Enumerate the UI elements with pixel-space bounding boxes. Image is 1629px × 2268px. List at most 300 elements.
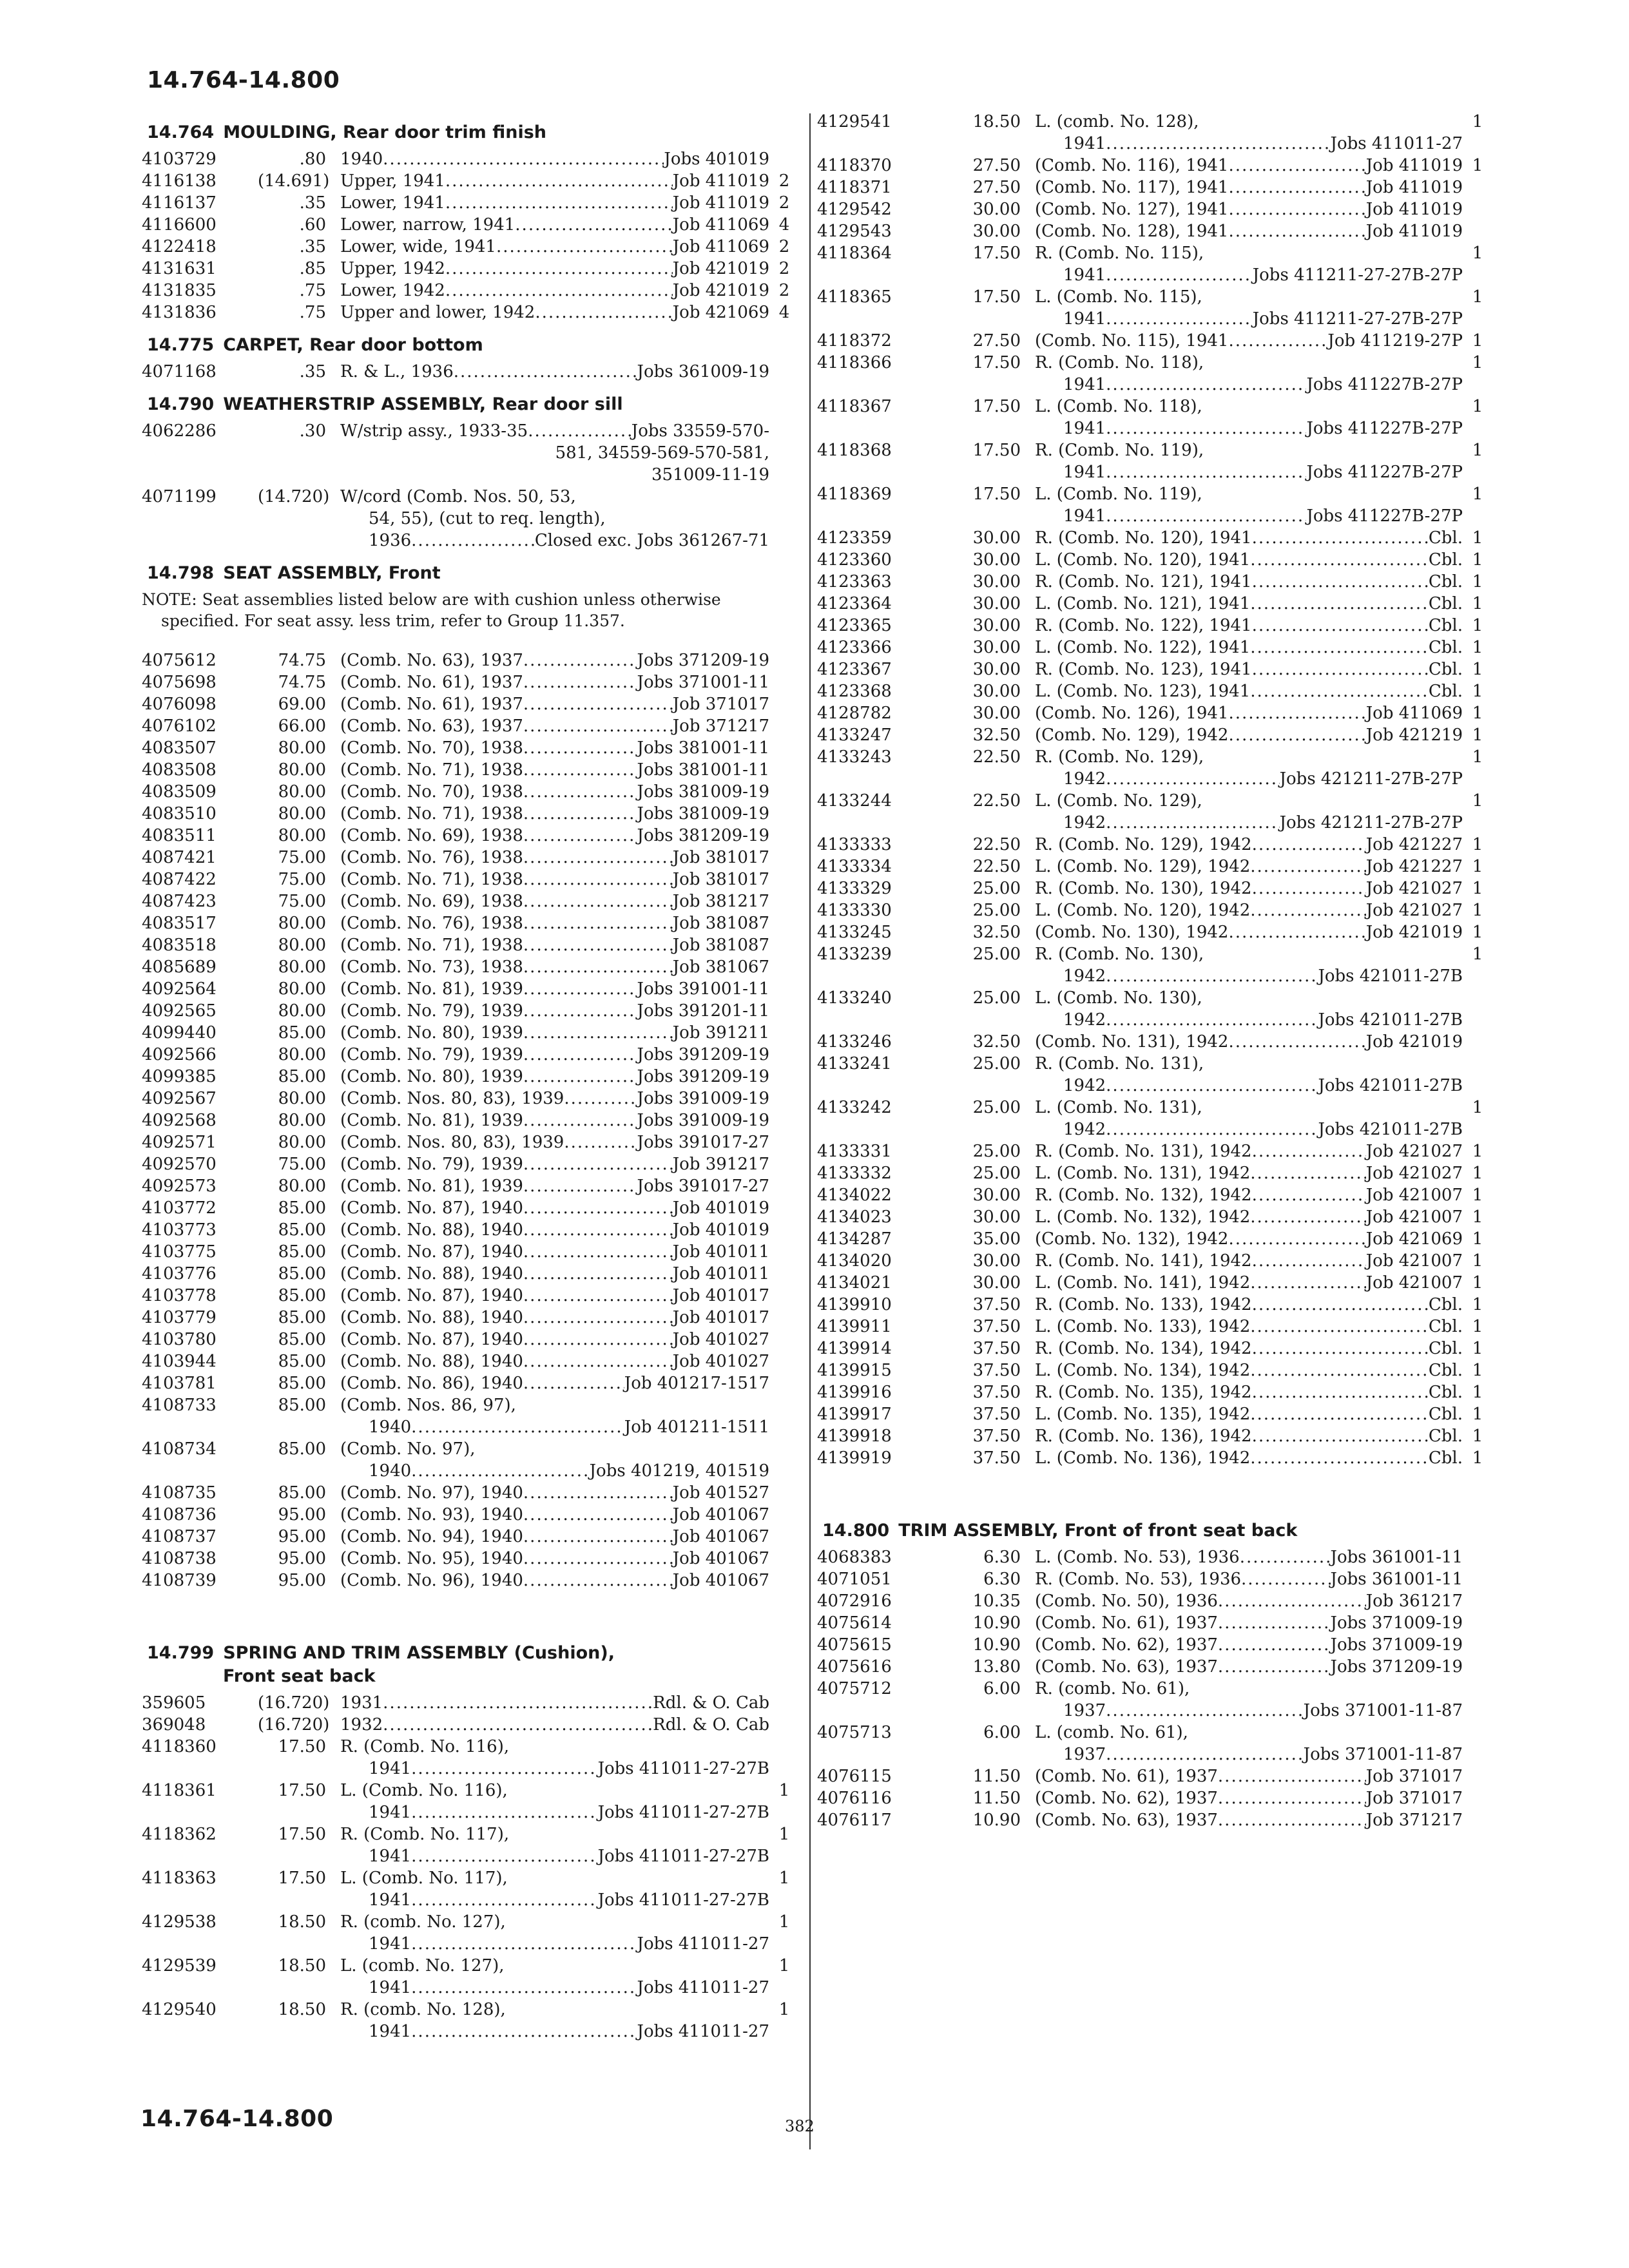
description-line bbox=[340, 1504, 769, 1526]
description-line bbox=[340, 759, 769, 781]
description-text: (Comb. No. 69), 1938 bbox=[340, 826, 523, 845]
description-line bbox=[340, 1955, 769, 1977]
part-price: 80.00 bbox=[278, 979, 326, 999]
applicability: Job 371017 bbox=[1365, 1767, 1463, 1786]
part-row bbox=[142, 912, 799, 934]
leader-dots bbox=[1106, 1119, 1318, 1140]
description-line bbox=[1035, 374, 1463, 396]
description-text: L. (Comb. No. 134), 1942 bbox=[1035, 1361, 1251, 1380]
description-text: W/strip assy., 1933-35 bbox=[340, 421, 528, 441]
part-row bbox=[817, 286, 1492, 330]
part-number: 4133244 bbox=[817, 791, 892, 811]
part-number: 4133243 bbox=[817, 747, 892, 767]
description-line bbox=[340, 1285, 769, 1307]
leader-dots bbox=[523, 715, 673, 737]
part-row bbox=[817, 1250, 1492, 1272]
section-number: 14.800 bbox=[822, 1521, 890, 1541]
applicability: Jobs 371001-11 bbox=[637, 673, 769, 692]
part-row bbox=[142, 1372, 799, 1394]
part-number: 4133333 bbox=[817, 835, 892, 854]
part-price: 85.00 bbox=[278, 1396, 326, 1415]
applicability: Job 381067 bbox=[672, 957, 769, 977]
part-number: 4129539 bbox=[142, 1956, 217, 1975]
part-price: 17.50 bbox=[972, 397, 1021, 416]
part-price: (16.720) bbox=[258, 1693, 330, 1713]
description-text: L. (Comb. No. 129), bbox=[1035, 791, 1202, 811]
leader-dots bbox=[411, 1802, 597, 1823]
description-text: (Comb. No. 63), 1937 bbox=[340, 716, 523, 736]
part-description bbox=[340, 1955, 769, 1999]
part-price: 85.00 bbox=[278, 1352, 326, 1371]
description-line bbox=[1035, 1119, 1463, 1140]
section-heading: CARPET, Rear door bottom bbox=[223, 335, 483, 355]
applicability: Job 421007 bbox=[1365, 1186, 1463, 1205]
leader-dots bbox=[1218, 1590, 1366, 1612]
description-line bbox=[340, 1066, 769, 1088]
applicability: Jobs 371001-11-87 bbox=[1303, 1745, 1463, 1764]
leader-dots bbox=[1250, 1403, 1429, 1425]
description-text: 1940 bbox=[340, 149, 383, 169]
description-text: R. (comb. No. 61), bbox=[1035, 1679, 1190, 1698]
part-price: 75.00 bbox=[278, 892, 326, 911]
quantity bbox=[769, 1000, 799, 1022]
description-line bbox=[1035, 702, 1463, 724]
part-description bbox=[340, 934, 769, 956]
description-line bbox=[340, 1219, 769, 1241]
part-row bbox=[142, 693, 799, 715]
applicability: Job 411019 bbox=[672, 171, 769, 191]
part-description bbox=[1035, 1338, 1463, 1360]
applicability: Cbl. bbox=[1428, 638, 1463, 657]
description-text: R. (Comb. No. 135), 1942 bbox=[1035, 1383, 1252, 1402]
leader-dots bbox=[1106, 1744, 1304, 1765]
description-text: (Comb. No. 71), 1938 bbox=[340, 936, 523, 955]
part-price: 32.50 bbox=[972, 1032, 1021, 1052]
applicability: Job 361217 bbox=[1365, 1591, 1463, 1611]
quantity bbox=[769, 1153, 799, 1175]
leader-dots bbox=[564, 1131, 637, 1153]
part-description bbox=[340, 912, 769, 934]
description-text: 1942 bbox=[1063, 1076, 1106, 1095]
description-text: (Comb. No. 87), 1940 bbox=[340, 1242, 523, 1262]
description-text: L. (Comb. No. 120), 1942 bbox=[1035, 901, 1251, 920]
description-line bbox=[340, 1758, 769, 1780]
description-text: (Comb. No. 73), 1938 bbox=[340, 957, 523, 977]
description-text: 1942 bbox=[1063, 769, 1106, 789]
part-row bbox=[142, 170, 799, 192]
description-line bbox=[1035, 1765, 1463, 1787]
applicability: Jobs 411011-27-27B bbox=[597, 1890, 769, 1910]
part-number: 4083517 bbox=[142, 914, 217, 933]
part-description bbox=[1035, 615, 1463, 637]
description-line bbox=[1035, 461, 1463, 483]
description-line bbox=[340, 693, 769, 715]
applicability: Job 401527 bbox=[672, 1483, 769, 1503]
description-line bbox=[340, 825, 769, 847]
description-text: L. (comb. No. 128), bbox=[1035, 112, 1199, 131]
quantity bbox=[769, 737, 799, 759]
quantity bbox=[769, 671, 799, 693]
leader-dots bbox=[523, 1504, 673, 1526]
leader-dots bbox=[1250, 1316, 1429, 1338]
section-note: NOTE: Seat assemblies listed below are with cushion unless otherwise specified. For seat assy. less trim, refer to Group 11.357. bbox=[142, 590, 721, 630]
part-description bbox=[1035, 1316, 1463, 1338]
part-number: 4133331 bbox=[817, 1142, 892, 1161]
leader-dots bbox=[411, 2021, 637, 2042]
section-title bbox=[822, 1519, 1492, 1542]
description-text: (Comb. No. 80), 1939 bbox=[340, 1067, 523, 1086]
leader-dots bbox=[523, 1044, 637, 1066]
quantity: 1 bbox=[1472, 726, 1483, 745]
leader-dots bbox=[1106, 505, 1306, 527]
section-spacer bbox=[142, 1591, 799, 1631]
quantity bbox=[1463, 1568, 1492, 1590]
section-number: 14.799 bbox=[147, 1643, 215, 1663]
part-number: 4108737 bbox=[142, 1527, 217, 1546]
part-price: 85.00 bbox=[278, 1220, 326, 1240]
part-description bbox=[1035, 1162, 1463, 1184]
description-text: (Comb. No. 128), 1941 bbox=[1035, 222, 1229, 241]
part-row bbox=[817, 1097, 1492, 1140]
quantity: 2 bbox=[778, 237, 790, 256]
part-row bbox=[142, 1482, 799, 1504]
part-number: 4103778 bbox=[142, 1286, 217, 1305]
part-number: 4071199 bbox=[142, 487, 217, 506]
part-description bbox=[340, 1999, 769, 2042]
quantity: 1 bbox=[1472, 857, 1483, 876]
part-description bbox=[1035, 198, 1463, 220]
leader-dots bbox=[411, 1845, 597, 1867]
applicability: Closed exc. Jobs 361267-71 bbox=[534, 531, 769, 550]
part-price: 17.50 bbox=[278, 1781, 326, 1800]
part-number: 4139918 bbox=[817, 1427, 892, 1446]
part-description bbox=[1035, 1294, 1463, 1316]
section-heading: TRIM ASSEMBLY, Front of front seat back bbox=[898, 1521, 1298, 1541]
leader-dots bbox=[1250, 1206, 1365, 1228]
part-number: 4092564 bbox=[142, 979, 217, 999]
description-line bbox=[1035, 1162, 1463, 1184]
part-number: 4118360 bbox=[142, 1737, 217, 1756]
quantity bbox=[769, 1022, 799, 1044]
part-description bbox=[1035, 1765, 1463, 1787]
description-text: (Comb. No. 81), 1939 bbox=[340, 1177, 523, 1196]
description-text: (Comb. No. 87), 1940 bbox=[340, 1286, 523, 1305]
part-number: 4108734 bbox=[142, 1439, 217, 1459]
part-number: 4108736 bbox=[142, 1505, 217, 1524]
description-text: R. (Comb. No. 131), 1942 bbox=[1035, 1142, 1252, 1161]
description-text: L. (Comb. No. 117), bbox=[340, 1869, 508, 1888]
part-row bbox=[817, 220, 1492, 242]
part-row bbox=[142, 1394, 799, 1438]
description-line bbox=[1035, 1678, 1463, 1700]
catalog-section bbox=[142, 121, 799, 323]
part-row bbox=[142, 781, 799, 803]
part-price: 80.00 bbox=[278, 782, 326, 802]
description-text: 1936 bbox=[369, 531, 412, 550]
applicability: Job 381087 bbox=[672, 914, 769, 933]
description-text: 1941 bbox=[1063, 463, 1106, 482]
description-text: R. (Comb. No. 53), 1936 bbox=[1035, 1570, 1242, 1589]
part-number: 4134021 bbox=[817, 1273, 892, 1293]
section-subheading: Front seat back bbox=[223, 1666, 376, 1686]
leader-dots bbox=[1252, 1381, 1429, 1403]
part-description bbox=[340, 1394, 769, 1438]
description-line bbox=[1035, 1272, 1463, 1294]
quantity: 1 bbox=[1472, 1317, 1483, 1336]
part-description bbox=[1035, 746, 1463, 790]
description-text: (Comb. No. 70), 1938 bbox=[340, 782, 523, 802]
leader-dots bbox=[1252, 1338, 1429, 1360]
part-price: 30.00 bbox=[972, 594, 1021, 613]
description-line bbox=[340, 464, 769, 486]
applicability: Job 401211-1511 bbox=[624, 1418, 769, 1437]
applicability: Cbl. bbox=[1428, 1295, 1463, 1314]
description-line bbox=[1035, 878, 1463, 899]
part-number: 4131631 bbox=[142, 259, 217, 278]
description-line bbox=[340, 1329, 769, 1350]
part-number: 4083518 bbox=[142, 936, 217, 955]
description-text: R. (Comb. No. 141), 1942 bbox=[1035, 1251, 1252, 1271]
part-description bbox=[1035, 1272, 1463, 1294]
part-description bbox=[340, 715, 769, 737]
description-line bbox=[340, 486, 769, 508]
part-price: 80.00 bbox=[278, 957, 326, 977]
part-number: 4128782 bbox=[817, 704, 892, 723]
part-row bbox=[817, 1403, 1492, 1425]
part-number: 4129543 bbox=[817, 222, 892, 241]
description-text: (Comb. No. 126), 1941 bbox=[1035, 704, 1229, 723]
part-number: 4134020 bbox=[817, 1251, 892, 1271]
applicability: Jobs 371209-19 bbox=[637, 651, 769, 670]
description-line bbox=[1035, 571, 1463, 593]
description-text: (Comb. No. 131), 1942 bbox=[1035, 1032, 1229, 1052]
applicability: Job 401067 bbox=[672, 1571, 769, 1590]
leader-dots bbox=[523, 649, 637, 671]
applicability: Jobs 371001-11-87 bbox=[1303, 1701, 1463, 1720]
part-price: 25.00 bbox=[972, 1054, 1021, 1073]
description-line bbox=[1035, 1403, 1463, 1425]
applicability: Cbl. bbox=[1428, 528, 1463, 548]
description-line bbox=[1035, 1250, 1463, 1272]
quantity: 1 bbox=[1472, 835, 1483, 854]
description-text: (Comb. Nos. 80, 83), 1939 bbox=[340, 1133, 564, 1152]
leader-dots bbox=[523, 1329, 673, 1350]
description-text: L. (comb. No. 61), bbox=[1035, 1723, 1188, 1742]
part-row bbox=[817, 746, 1492, 790]
description-line bbox=[1035, 1590, 1463, 1612]
applicability: Job 381017 bbox=[672, 848, 769, 867]
part-price: 85.00 bbox=[278, 1374, 326, 1393]
part-price: 37.50 bbox=[972, 1361, 1021, 1380]
part-price: 10.90 bbox=[972, 1613, 1021, 1633]
description-line bbox=[340, 1911, 769, 1933]
quantity bbox=[769, 1044, 799, 1066]
part-number: 4134023 bbox=[817, 1207, 892, 1227]
part-description bbox=[1035, 1381, 1463, 1403]
part-row bbox=[817, 1546, 1492, 1568]
part-number: 4118368 bbox=[817, 441, 892, 460]
part-price: 74.75 bbox=[278, 673, 326, 692]
part-row bbox=[817, 1316, 1492, 1338]
part-price: 69.00 bbox=[278, 695, 326, 714]
description-text: 1941 bbox=[369, 1978, 412, 1997]
leader-dots bbox=[445, 280, 673, 302]
applicability: Job 391211 bbox=[672, 1023, 769, 1043]
description-line bbox=[1035, 1228, 1463, 1250]
part-price: 17.50 bbox=[278, 1737, 326, 1756]
description-line bbox=[340, 956, 769, 978]
applicability: Jobs 421011-27B bbox=[1318, 966, 1463, 986]
quantity: 1 bbox=[1472, 441, 1483, 460]
part-price: 25.00 bbox=[972, 1142, 1021, 1161]
description-text: L. (Comb. No. 53), 1936 bbox=[1035, 1548, 1240, 1567]
part-price: 85.00 bbox=[278, 1198, 326, 1218]
quantity bbox=[769, 890, 799, 912]
leader-dots bbox=[1228, 702, 1365, 724]
part-description bbox=[1035, 439, 1463, 483]
part-row bbox=[142, 1736, 799, 1780]
part-price: 37.50 bbox=[972, 1427, 1021, 1446]
part-description bbox=[340, 1911, 769, 1955]
leader-dots bbox=[1252, 615, 1429, 637]
description-line bbox=[1035, 133, 1463, 155]
applicability: Job 411069 bbox=[1365, 704, 1463, 723]
description-line bbox=[340, 192, 769, 214]
applicability: Jobs 381001-11 bbox=[637, 738, 769, 758]
part-number: 4116137 bbox=[142, 193, 217, 213]
description-text: (Comb. No. 97), bbox=[340, 1439, 476, 1459]
applicability: Jobs 421011-27B bbox=[1318, 1076, 1463, 1095]
part-number: 4133240 bbox=[817, 988, 892, 1008]
part-price: 80.00 bbox=[278, 826, 326, 845]
description-line bbox=[340, 715, 769, 737]
part-row bbox=[817, 1162, 1492, 1184]
description-text: 1941 bbox=[369, 1890, 412, 1910]
description-line bbox=[340, 847, 769, 869]
description-line bbox=[340, 170, 769, 192]
leader-dots bbox=[1106, 1700, 1304, 1722]
quantity: 1 bbox=[1472, 747, 1483, 767]
part-description bbox=[340, 1175, 769, 1197]
description-text: (Comb. No. 62), 1937 bbox=[1035, 1789, 1218, 1808]
quantity bbox=[769, 1219, 799, 1241]
part-row bbox=[142, 1197, 799, 1219]
part-description bbox=[340, 148, 769, 170]
part-number: 4118363 bbox=[142, 1869, 217, 1888]
applicability: Job 401217-1517 bbox=[624, 1374, 769, 1393]
description-line bbox=[340, 671, 769, 693]
part-row bbox=[142, 956, 799, 978]
part-price: 80.00 bbox=[278, 1089, 326, 1108]
part-price: 10.35 bbox=[972, 1591, 1021, 1611]
part-description bbox=[340, 1438, 769, 1482]
description-text: 1941 bbox=[369, 1847, 412, 1866]
quantity bbox=[1463, 1590, 1492, 1612]
part-price: (16.720) bbox=[258, 1715, 330, 1735]
part-row bbox=[817, 1184, 1492, 1206]
part-number: 4103780 bbox=[142, 1330, 217, 1349]
description-text: 54, 55), (cut to req. length), bbox=[369, 509, 606, 528]
description-text: (Comb. Nos. 86, 97), bbox=[340, 1396, 516, 1415]
part-number: 4123360 bbox=[817, 550, 892, 570]
part-price: .60 bbox=[299, 215, 326, 235]
part-row bbox=[817, 790, 1492, 834]
applicability: Job 401067 bbox=[672, 1505, 769, 1524]
part-row bbox=[142, 420, 799, 486]
part-number: 4075713 bbox=[817, 1723, 892, 1742]
quantity: 1 bbox=[1472, 923, 1483, 942]
part-description bbox=[1035, 1097, 1463, 1140]
leader-dots bbox=[523, 1548, 673, 1570]
part-description bbox=[1035, 1678, 1463, 1722]
applicability: Job 371217 bbox=[1365, 1811, 1463, 1830]
description-text: (Comb. No. 87), 1940 bbox=[340, 1330, 523, 1349]
description-text: 1932 bbox=[340, 1715, 383, 1735]
part-description bbox=[340, 1241, 769, 1263]
part-price: .35 bbox=[299, 362, 326, 381]
leader-dots bbox=[523, 1219, 673, 1241]
part-description bbox=[340, 1110, 769, 1131]
applicability: Jobs 401219, 401519 bbox=[589, 1461, 769, 1481]
leader-dots bbox=[523, 1350, 673, 1372]
description-text: R. (Comb. No. 134), 1942 bbox=[1035, 1339, 1252, 1358]
description-line bbox=[1035, 658, 1463, 680]
part-number: 4099385 bbox=[142, 1067, 217, 1086]
description-text: 1941 bbox=[1063, 375, 1106, 394]
part-description bbox=[1035, 220, 1463, 242]
part-row bbox=[817, 1381, 1492, 1403]
part-row bbox=[142, 671, 799, 693]
description-line bbox=[1035, 352, 1463, 374]
part-number: 4103781 bbox=[142, 1374, 217, 1393]
part-number: 4103729 bbox=[142, 149, 217, 169]
part-row bbox=[142, 258, 799, 280]
part-number: 4076098 bbox=[142, 695, 217, 714]
applicability: Job 421219 bbox=[1365, 726, 1463, 745]
description-line bbox=[1035, 1722, 1463, 1744]
part-description bbox=[1035, 1546, 1463, 1568]
applicability: Job 421027 bbox=[1365, 1142, 1463, 1161]
part-price: 11.50 bbox=[972, 1767, 1021, 1786]
applicability: Jobs 371009-19 bbox=[1330, 1613, 1463, 1633]
part-price: 30.00 bbox=[972, 704, 1021, 723]
description-line bbox=[1035, 724, 1463, 746]
quantity: 4 bbox=[778, 215, 790, 235]
description-text: (Comb. No. 79), 1939 bbox=[340, 1045, 523, 1064]
leader-dots bbox=[523, 825, 637, 847]
description-line bbox=[340, 1548, 769, 1570]
part-description bbox=[340, 1736, 769, 1780]
part-price: 17.50 bbox=[972, 485, 1021, 504]
part-price: 18.50 bbox=[278, 1956, 326, 1975]
part-description bbox=[1035, 1590, 1463, 1612]
description-line bbox=[340, 934, 769, 956]
quantity bbox=[769, 1504, 799, 1526]
part-description bbox=[340, 1350, 769, 1372]
part-number: 4139919 bbox=[817, 1448, 892, 1468]
quantity bbox=[769, 1394, 799, 1438]
description-line bbox=[340, 1438, 769, 1460]
applicability: Jobs 391017-27 bbox=[637, 1133, 769, 1152]
description-text: R. (Comb. No. 133), 1942 bbox=[1035, 1295, 1252, 1314]
applicability: Jobs 381001-11 bbox=[637, 760, 769, 780]
part-row bbox=[142, 1504, 799, 1526]
part-description bbox=[1035, 899, 1463, 921]
leader-dots bbox=[523, 1110, 637, 1131]
part-number: 4103773 bbox=[142, 1220, 217, 1240]
part-number: 4118365 bbox=[817, 287, 892, 307]
part-row bbox=[142, 302, 799, 323]
